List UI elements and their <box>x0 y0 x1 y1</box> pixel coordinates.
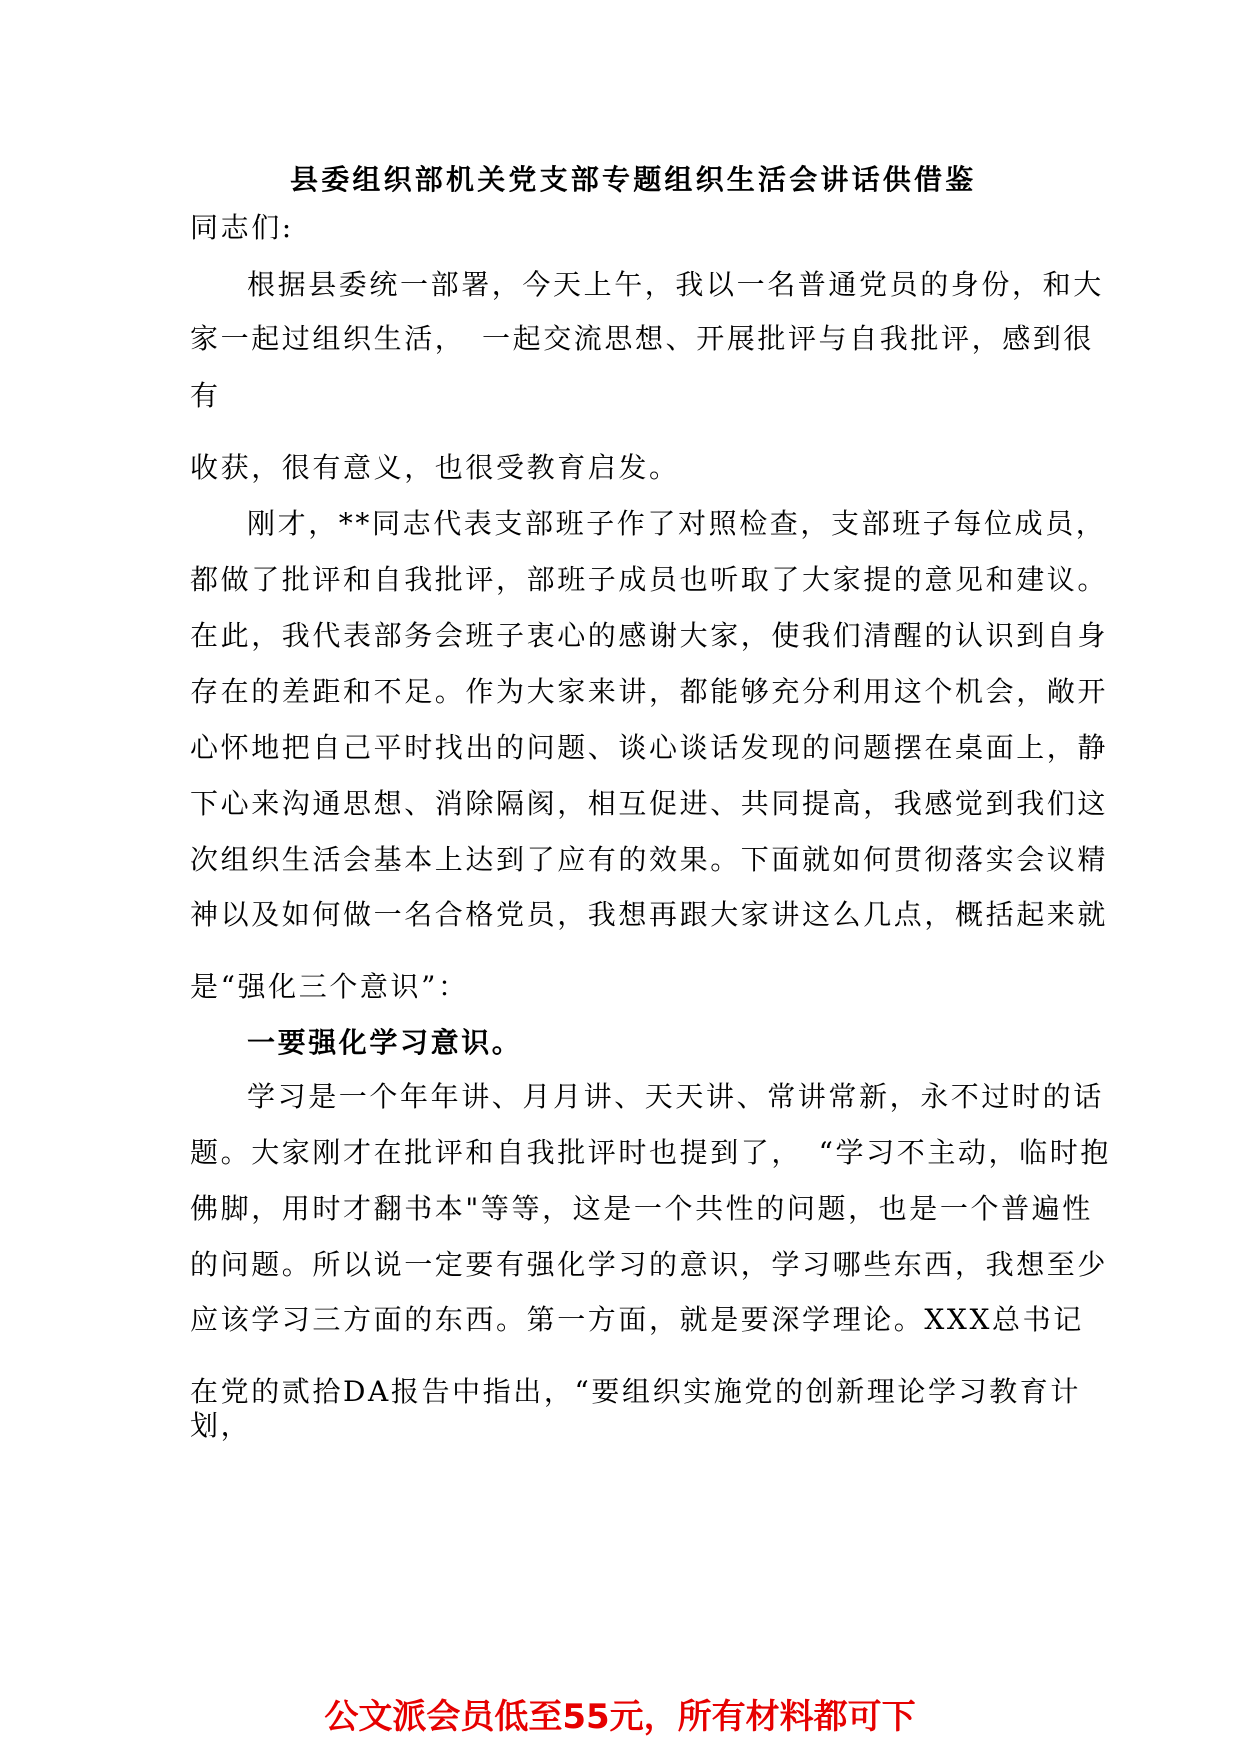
body-line: 的问题。所以说一定要有强化学习的意识，学习哪些东西，我想至少 <box>190 1248 1109 1281</box>
body-line: 有 <box>190 379 221 412</box>
body-line: 佛脚，用时才翻书本"等等，这是一个共性的问题，也是一个普遍性 <box>190 1192 1093 1225</box>
footer-ad-text: 公文派会员低至55元，所有材料都可下 <box>324 1697 916 1737</box>
body-line: 在此，我代表部务会班子衷心的感谢大家，使我们清醒的认识到自身 <box>190 619 1109 652</box>
body-line: 应该学习三方面的东西。第一方面，就是要深学理论。XXX总书记 <box>190 1303 1084 1336</box>
body-line: 都做了批评和自我批评，部班子成员也听取了大家提的意见和建议。 <box>190 563 1109 596</box>
body-line: 神以及如何做一名合格党员，我想再跟大家讲这么几点，概括起来就 <box>190 898 1109 931</box>
body-line: 根据县委统一部署，今天上午，我以一名普通党员的身份，和大 <box>247 268 1104 301</box>
body-line: 次组织生活会基本上达到了应有的效果。下面就如何贯彻落实会议精 <box>190 843 1109 876</box>
section-heading: 一要强化学习意识。 <box>247 1026 523 1059</box>
body-line: 下心来沟通思想、消除隔阂，相互促进、共同提高，我感觉到我们这 <box>190 787 1109 820</box>
document-title: 县委组织部机关党支部专题组织生活会讲话供借鉴 <box>290 163 977 196</box>
body-line: 家一起过组织生活， 一起交流思想、开展批评与自我批评，感到很 <box>190 322 1095 355</box>
body-line: 在党的贰拾DA报告中指出，“要组织实施党的创新理论学习教育计 <box>190 1375 1081 1408</box>
body-line: 题。大家刚才在批评和自我批评时也提到了， “学习不主动，临时抱 <box>190 1136 1111 1169</box>
salutation: 同志们: <box>190 211 294 244</box>
body-line: 存在的差距和不足。作为大家来讲，都能够充分利用这个机会，敞开 <box>190 675 1109 708</box>
body-line: 收获，很有意义，也很受教育启发。 <box>190 451 680 484</box>
body-line: 心怀地把自己平时找出的问题、谈心谈话发现的问题摆在桌面上，静 <box>190 731 1109 764</box>
body-line: 是“强化三个意识”： <box>190 970 469 1003</box>
body-line: 划， <box>190 1409 252 1442</box>
body-line: 学习是一个年年讲、月月讲、天天讲、常讲常新，永不过时的话 <box>247 1080 1104 1113</box>
body-line: 刚才，**同志代表支部班子作了对照检查，支部班子每位成员， <box>247 507 1107 540</box>
